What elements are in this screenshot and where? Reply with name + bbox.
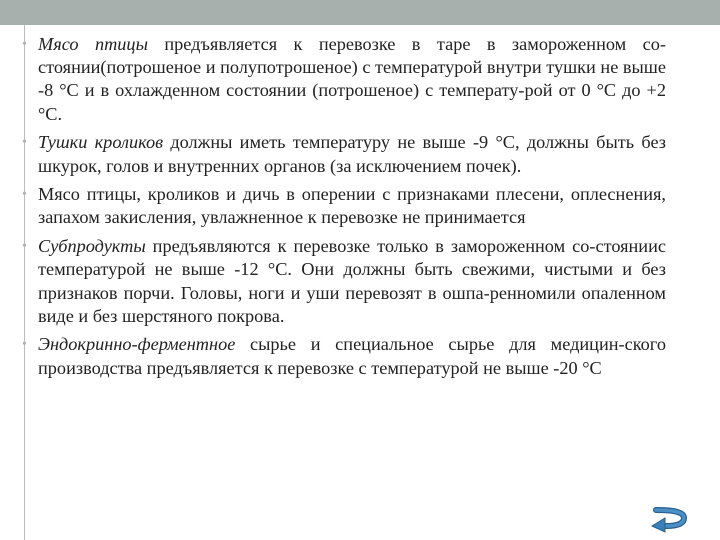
paragraph-text: предъявляется к перевозке в таре в замороженном со-стоянии(потрошеное и полупотрошеное) с температурой внутри тушки не выше -8 °С и в охлажденном состоянии (потрошеное) с температу-рой от 0 °С до +2 °С. [38, 34, 666, 124]
bullet-icon: • [22, 37, 27, 52]
paragraph-lead: Мясо птицы [38, 34, 148, 54]
left-rule [24, 25, 25, 540]
slide-body [22, 33, 667, 385]
paragraph-text: должны иметь температуру не выше -9 °С, должны быть без шкурок, голов и внутренних органов (за исключением почек). [38, 132, 667, 176]
paragraph-lead: Тушки кроликов [38, 132, 164, 153]
paragraph-text: предъявляются к перевозке только в замороженном со-стояниис температурой не выше -12 °С. Они должны быть свежими, чистыми и без признаков порчи. Головы, ноги и уши перевозят в ошпа-ренномили опаленном виде и без шерстяного покрова. [38, 236, 666, 326]
top-bar [0, 0, 720, 25]
return-button[interactable] [646, 505, 692, 533]
paragraph-rejection [22, 183, 666, 229]
paragraph-lead: Эндокринно-ферментное [38, 334, 236, 355]
paragraph-text: Мясо птицы, кроликов и дичь в оперении с признаками плесени, оплеснения, запахом закисления, увлажненное к перевозке не принимается [38, 184, 666, 228]
bullet-icon: • [22, 239, 27, 255]
paragraph-lead: Субпродукты [38, 236, 146, 257]
return-arrow-icon [646, 505, 692, 533]
paragraph-rabbits [22, 131, 667, 177]
bullet-icon: • [22, 337, 27, 353]
bullet-icon: • [22, 187, 27, 203]
paragraph-text: сырье и специальное сырье для медицин-ского производства предъявляется к перевозке с температурой не выше -20 °С [38, 334, 666, 378]
bullet-icon: • [22, 135, 27, 151]
paragraph-poultry [22, 33, 666, 126]
paragraph-endocrine [22, 333, 666, 379]
paragraph-offal [22, 235, 666, 328]
